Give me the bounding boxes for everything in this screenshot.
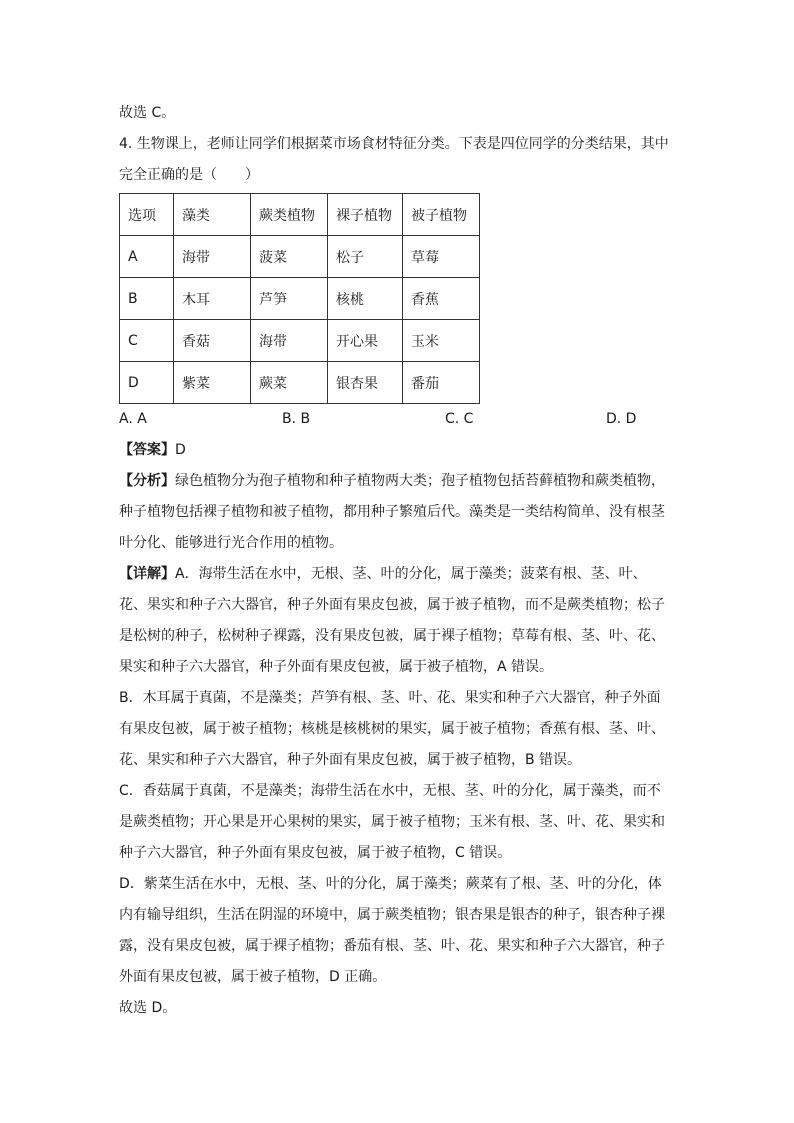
table-cell: 玉米 (403, 320, 480, 362)
table-cell: 香菇 (174, 320, 251, 362)
table-cell: 松子 (328, 236, 403, 278)
question-text-line-2: 完全正确的是（ ） (119, 167, 259, 183)
table-row (120, 362, 480, 404)
classification-table (119, 193, 480, 404)
analysis-line: 种子植物包括裸子植物和被子植物，都用种子繁殖后代。藻类是一类结构简单、没有根茎 (119, 504, 665, 520)
choice-c: C. C (445, 411, 474, 427)
table-cell: 芦笋 (251, 278, 328, 320)
table-row (120, 320, 480, 362)
table-cell: 核桃 (328, 278, 403, 320)
choice-a: A. A (119, 411, 147, 427)
analysis-line: 叶分化、能够进行光合作用的植物。 (119, 535, 343, 551)
table-header-cell: 被子植物 (403, 194, 480, 236)
detail-line: 外面有果皮包被，属于被子植物，D 正确。 (119, 969, 387, 985)
table-cell: 草莓 (403, 236, 480, 278)
detail-line: 花、果实和种子六大器官，种子外面有果皮包被，属于被子植物，而不是蕨类植物；松子 (119, 597, 665, 613)
table-cell: C (120, 320, 174, 362)
final-answer: 故选 D。 (119, 1000, 177, 1016)
detail-line: B．木耳属于真菌，不是藻类；芦笋有根、茎、叶、花、果实和种子六大器官，种子外面 (119, 690, 661, 706)
answer-line (119, 435, 679, 466)
detail-line: C．香菇属于真菌，不是藻类；海带生活在水中，无根、茎、叶的分化，属于藻类，而不 (119, 783, 661, 799)
table-cell: 菠菜 (251, 236, 328, 278)
answer-choices (119, 404, 679, 435)
table-cell: 开心果 (328, 320, 403, 362)
previous-answer: 故选 C。 (119, 105, 176, 121)
table-row (120, 278, 480, 320)
document-page (119, 98, 679, 1024)
table-cell: 银杏果 (328, 362, 403, 404)
detail-line (119, 559, 679, 590)
choice-b: B. B (282, 411, 311, 427)
table-header-cell: 蕨类植物 (251, 194, 328, 236)
table-cell: 蕨菜 (251, 362, 328, 404)
analysis-text: 绿色植物分为孢子植物和种子植物两大类；孢子植物包括苔藓植物和蕨类植物， (175, 473, 665, 489)
table-cell: B (120, 278, 174, 320)
detail-line: 是蕨类植物；开心果是开心果树的果实，属于被子植物；玉米有根、茎、叶、花、果实和 (119, 814, 665, 830)
table-cell: A (120, 236, 174, 278)
table-cell: 番茄 (403, 362, 480, 404)
detail-line: 果实和种子六大器官，种子外面有果皮包被，属于被子植物，A 错误。 (119, 659, 554, 675)
table-header-cell: 选项 (120, 194, 174, 236)
detail-line: 内有输导组织，生活在阴湿的环境中，属于蕨类植物；银杏果是银杏的种子，银杏种子裸 (119, 907, 665, 923)
detail-line: 花、果实和种子六大器官，种子外面有果皮包被，属于被子植物，B 错误。 (119, 752, 582, 768)
detail-line: D．紫菜生活在水中，无根、茎、叶的分化，属于藻类；蕨菜有了根、茎、叶的分化，体 (119, 876, 662, 892)
detail-line: 有果皮包被，属于被子植物；核桃是核桃树的果实，属于被子植物；香蕉有根、茎、叶、 (119, 721, 665, 737)
table-header-cell: 裸子植物 (328, 194, 403, 236)
table-cell: 香蕉 (403, 278, 480, 320)
detail-text: A．海带生活在水中，无根、茎、叶的分化，属于藻类；菠菜有根、茎、叶、 (175, 566, 647, 582)
question-text-line-1: 4. 生物课上，老师让同学们根据菜市场食材特征分类。下表是四位同学的分类结果，其中 (119, 136, 669, 152)
table-cell: 紫菜 (174, 362, 251, 404)
detail-line: 是松树的种子，松树种子裸露，没有果皮包被，属于裸子植物；草莓有根、茎、叶、花、 (119, 628, 665, 644)
table-cell: D (120, 362, 174, 404)
detail-label: 【详解】 (119, 566, 175, 582)
analysis-label: 【分析】 (119, 473, 175, 489)
detail-line: 露，没有果皮包被，属于裸子植物；番茄有根、茎、叶、花、果实和种子六大器官，种子 (119, 938, 665, 954)
table-header-cell: 藻类 (174, 194, 251, 236)
answer-label: 【答案】 (119, 442, 175, 458)
analysis-line (119, 466, 679, 497)
detail-line: 种子六大器官，种子外面有果皮包被，属于被子植物，C 错误。 (119, 845, 512, 861)
table-cell: 木耳 (174, 278, 251, 320)
table-cell: 海带 (251, 320, 328, 362)
table-header-row (120, 194, 480, 236)
table-row (120, 236, 480, 278)
answer-value: D (175, 442, 186, 458)
choice-d: D. D (606, 411, 637, 427)
table-cell: 海带 (174, 236, 251, 278)
